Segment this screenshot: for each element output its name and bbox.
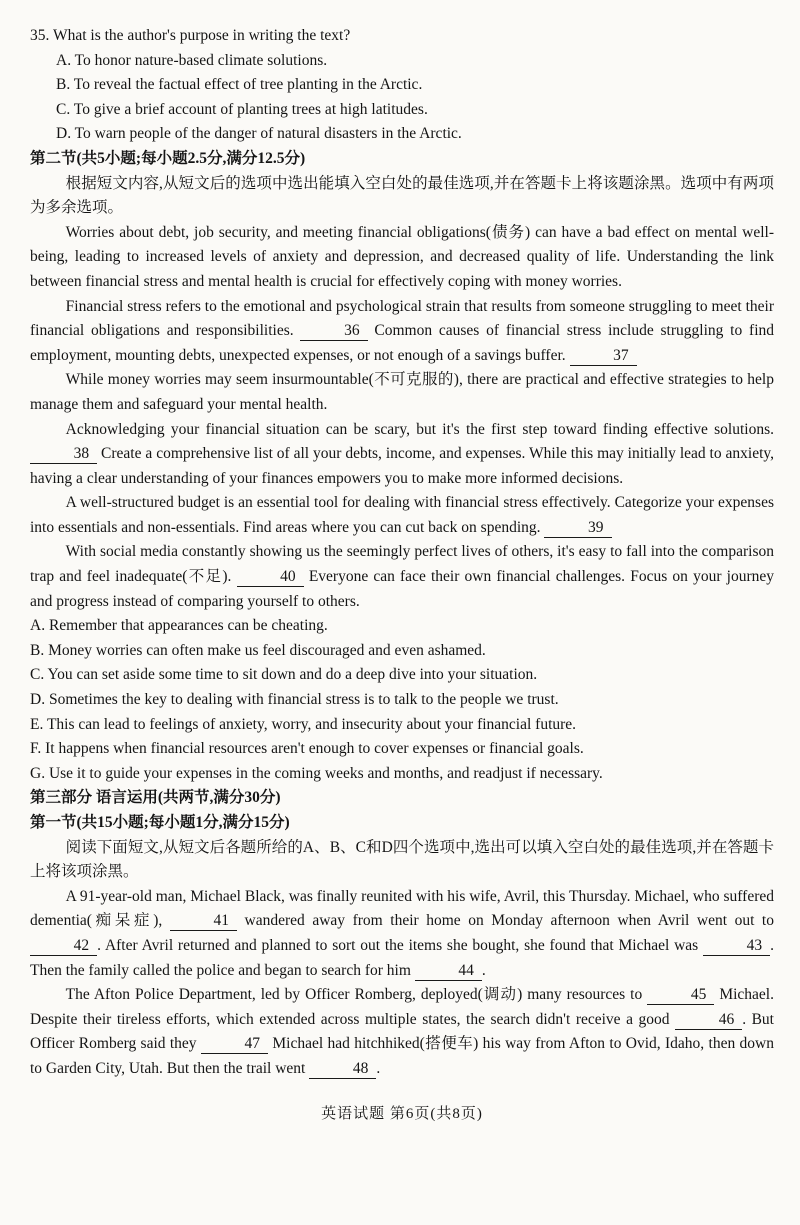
section-2-block — [30, 147, 774, 786]
part-3-instructions: 阅读下面短文,从短文后各题所给的A、B、C和D四个选项中,选出可以填入空白处的最佳选项,并在答题卡上将该项涂黑。 — [30, 838, 774, 881]
choice-option-c: C. You can set aside some time to sit down and do a deep dive into your situation. — [30, 666, 538, 684]
choice-option-f: F. It happens when financial resources aren't enough to cover expenses or financial goals. — [30, 740, 584, 758]
cloze-paragraph: A 91-year-old man, Michael Black, was finally reunited with his wife, Avril, this Thursday. Michael, who suffered dementia(痴呆症), 41 wandered away from their home on Monday afternoon when Avril went out to 42 . After Avril returned and planned to sort out the items she bought, she found that Michael was 43 . Then the family called the police and began to search for him 44 . — [30, 887, 774, 979]
question-35-option-c: C. To give a brief account of planting trees at high latitudes. — [56, 100, 428, 118]
question-35-option-d: D. To warn people of the danger of natural disasters in the Arctic. — [56, 125, 462, 143]
passage-paragraph: While money worries may seem insurmountable(不可克服的), there are practical and effective strategies to help manage them and safeguard your mental health. — [30, 371, 774, 413]
blank-45: 45 — [647, 985, 714, 1005]
choice-option-g: G. Use it to guide your expenses in the coming weeks and months, and readjust if necessary. — [30, 764, 603, 782]
question-35-option-a: A. To honor nature-based climate solutions. — [56, 51, 328, 69]
blank-43: 43 — [703, 936, 770, 956]
blank-36: 36 — [300, 321, 367, 341]
choice-option-e: E. This can lead to feelings of anxiety, worry, and insecurity about your financial future. — [30, 715, 577, 733]
question-35-option-b: B. To reveal the factual effect of tree planting in the Arctic. — [56, 76, 423, 94]
choice-option-d: D. Sometimes the key to dealing with financial stress is to talk to the people we trust. — [30, 691, 559, 709]
blank-44: 44 — [415, 961, 482, 981]
part-3-section-1-heading: 第一节(共15小题;每小题1分,满分15分) — [30, 814, 290, 831]
blank-37: 37 — [570, 346, 637, 366]
blank-39: 39 — [544, 518, 611, 538]
blank-47: 47 — [201, 1034, 268, 1054]
section-2-instructions: 根据短文内容,从短文后的选项中选出能填入空白处的最佳选项,并在答题卡上将该题涂黑。选项中有两项为多余选项。 — [30, 174, 774, 217]
cloze-paragraph: The Afton Police Department, led by Officer Romberg, deployed(调动) many resources to 45 Michael. Despite their tireless efforts, which extended across multiple states, the search didn't receive a good 46 . But Officer Romberg said they 47 Michael had hitchhiked(搭便车) his way from Afton to Ovid, Idaho, then down to Garden City, Utah. But then the trail went 48 . — [30, 986, 774, 1077]
blank-48: 48 — [309, 1059, 376, 1079]
part-3-block — [30, 786, 774, 1081]
page-footer: 英语试题 第6页(共8页) — [321, 1105, 483, 1122]
passage-paragraph: A well-structured budget is an essential tool for dealing with financial stress effectively. Categorize your expenses into essentials and non-essentials. Find areas where you can cut back on spending. 39 — [30, 494, 774, 536]
section-2-heading: 第二节(共5小题;每小题2.5分,满分12.5分) — [30, 149, 306, 167]
passage-paragraph: Worries about debt, job security, and meeting financial obligations(债务) can have a bad effect on mental well-being, leading to increased levels of anxiety and depression, and decreased quality of life. Understanding the link between financial stress and mental health is crucial for effectively coping with money worries. — [30, 223, 774, 290]
choice-option-b: B. Money worries can often make us feel discouraged and even ashamed. — [30, 641, 486, 659]
blank-42: 42 — [30, 936, 97, 956]
question-35-stem: 35. What is the author's purpose in writing the text? — [30, 27, 351, 44]
passage-paragraph: With social media constantly showing us the seemingly perfect lives of others, it's easy to fall into the comparison trap and feel inadequate(不足). 40 Everyone can face their own financial challenges. Focus on your journey and progress instead of comparing yourself to others. — [30, 543, 774, 610]
choice-option-a: A. Remember that appearances can be cheating. — [30, 617, 328, 635]
blank-41: 41 — [170, 911, 237, 931]
blank-46: 46 — [675, 1010, 742, 1030]
passage-paragraph: Acknowledging your financial situation can be scary, but it's the first step toward finding effective solutions. 38 Create a comprehensive list of all your debts, income, and expenses. While this may initially lead to anxiety, having a clear understanding of your finances empowers you to make more informed decisions. — [30, 420, 774, 487]
passage-paragraph: Financial stress refers to the emotional and psychological strain that results from someone struggling to meet their financial obligations and responsibilities. 36 Common causes of financial stress include struggling to find employment, mounting debts, unexpected expenses, or not enough of a savings buffer. 37 — [30, 297, 774, 364]
part-3-heading: 第三部分 语言运用(共两节,满分30分) — [30, 789, 281, 807]
question-35-block — [30, 24, 774, 147]
blank-40: 40 — [237, 567, 304, 587]
blank-38: 38 — [30, 444, 97, 464]
